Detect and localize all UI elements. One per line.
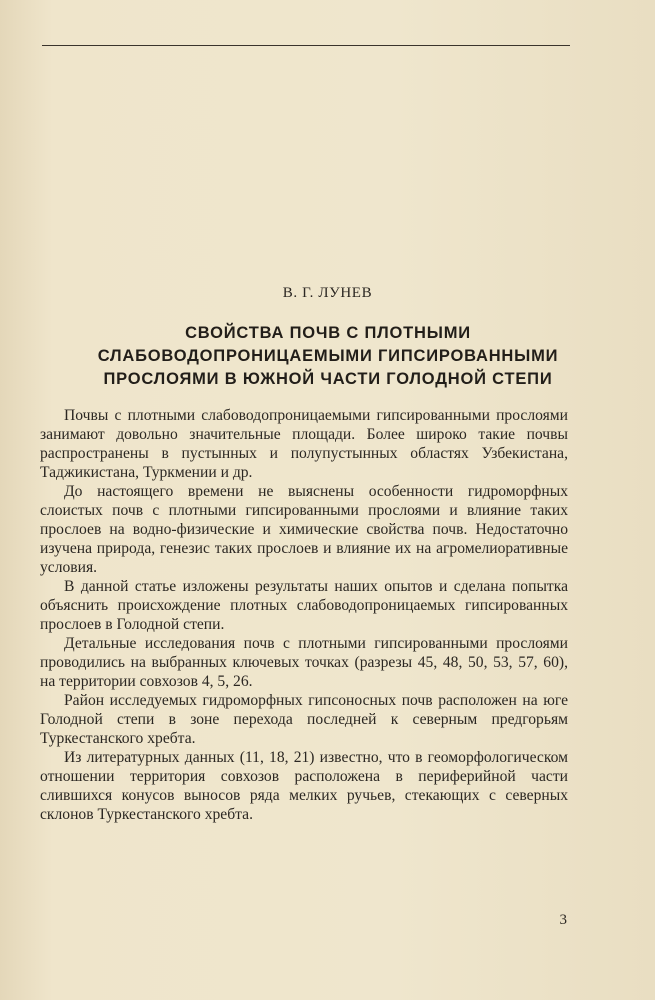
author-name: В. Г. ЛУНЕВ [282, 285, 373, 301]
article-title [42, 322, 614, 391]
paragraph: Район исследуемых гидроморфных гипсоносных почв расположен на юге Голодной степи в зоне перехода последней к северным предгорьям Туркестанского хребта. [40, 692, 568, 747]
paragraph: Почвы с плотными слабоводопроницаемыми гипсированными прослоями занимают довольно значительные площади. Более широко такие почвы распространены в пустынных и полупустынных областях Узбекистана, Таджикистана, Туркмении и др. [40, 407, 568, 481]
title-line: СВОЙСТВА ПОЧВ С ПЛОТНЫМИ [185, 324, 471, 342]
paragraph: До настоящего времени не выяснены особенности гидроморфных слоистых почв с плотными гипсированными прослоями и влияние таких прослоев на водно-физические и химические свойства почв. Недостаточно изучена природа, генезис таких прослоев и влияние их на агромелиоративные условия. [40, 483, 568, 576]
page-number: 3 [559, 912, 567, 928]
title-line: ПРОСЛОЯМИ В ЮЖНОЙ ЧАСТИ ГОЛОДНОЙ СТЕПИ [103, 370, 553, 388]
article-body [40, 406, 568, 824]
top-rule [42, 45, 570, 46]
title-line: СЛАБОВОДОПРОНИЦАЕМЫМИ ГИПСИРОВАННЫМИ [97, 347, 559, 365]
paragraph: Из литературных данных (11, 18, 21) известно, что в геоморфологическом отношении территория совхозов расположена в периферийной части слившихся конусов выносов ряда мелких ручьев, стекающих с северных склонов Туркестанского хребта. [40, 749, 568, 823]
paragraph: В данной статье изложены результаты наших опытов и сделана попытка объяснить происхождение плотных слабоводопроницаемых гипсированных прослоев в Голодной степи. [40, 578, 568, 633]
paragraph: Детальные исследования почв с плотными гипсированными прослоями проводились на выбранных ключевых точках (разрезы 45, 48, 50, 53, 57, 60), на территории совхозов 4, 5, 26. [40, 635, 568, 690]
